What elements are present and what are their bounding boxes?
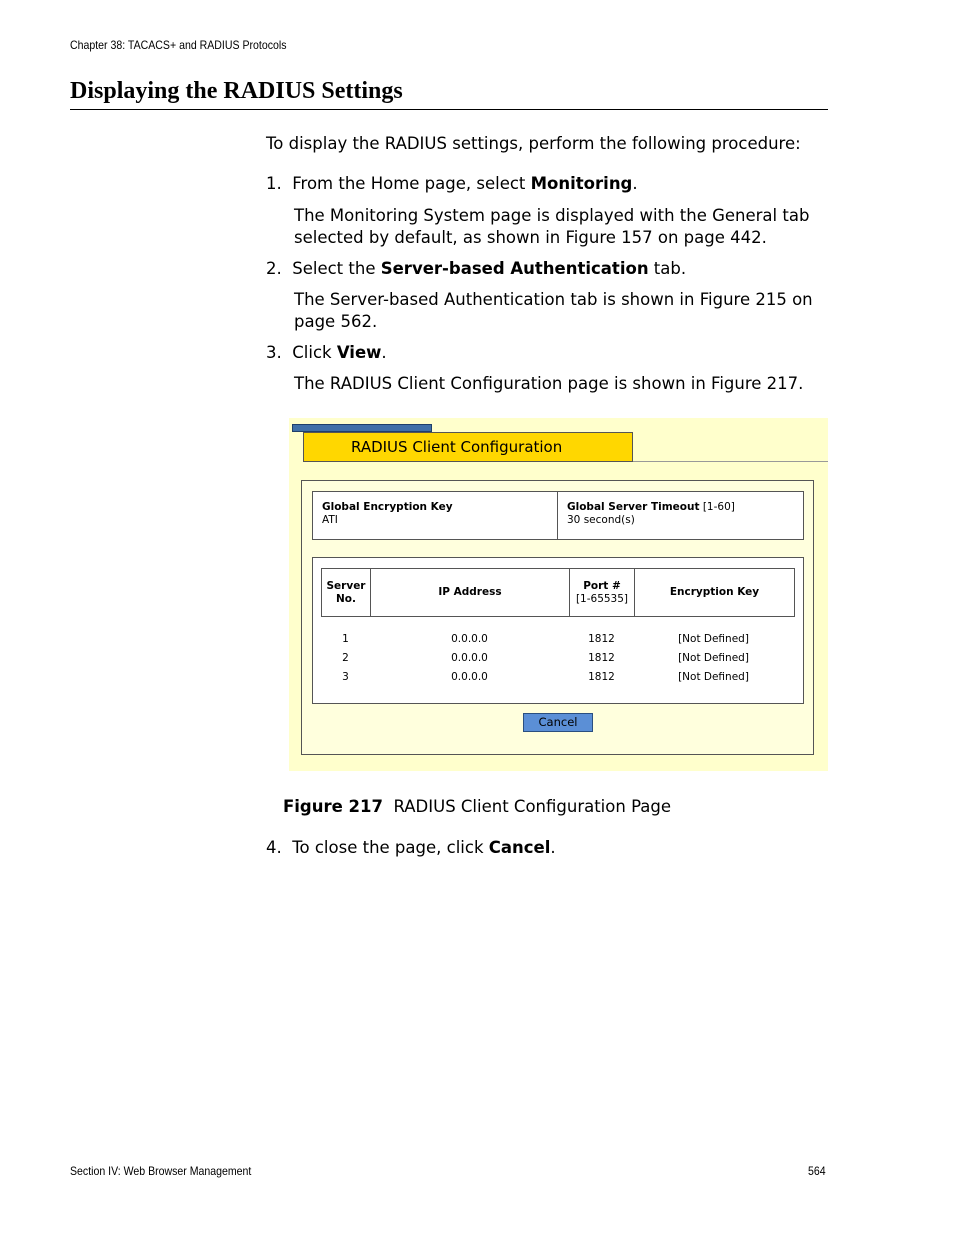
caption-text: RADIUS Client Configuration Page (382, 797, 672, 816)
step-text: To close the page, click (292, 838, 489, 857)
global-timeout-cell (558, 492, 803, 539)
table-header (321, 568, 795, 617)
global-timeout-range: [1-60] (699, 501, 735, 513)
step-2-note (294, 289, 813, 332)
global-timeout-label: Global Server Timeout (567, 501, 700, 513)
page-title: Displaying the RADIUS Settings (70, 78, 403, 104)
step-text-end: . (381, 343, 387, 362)
cell-ip: 0.0.0.0 (451, 652, 488, 664)
cell-server-no: 1 (342, 633, 349, 645)
step-text: Click (292, 343, 337, 362)
col-ip-address (371, 569, 570, 616)
step-2 (266, 258, 686, 280)
window-tab-strip (292, 424, 432, 432)
note-line: The Monitoring System page is displayed with the General tab (294, 206, 810, 225)
step-text: Select the (292, 259, 381, 278)
cell-key: [Not Defined] (678, 652, 749, 664)
title-rule (70, 109, 828, 110)
cell-key: [Not Defined] (678, 671, 749, 683)
col-port-line2: [1-65535] (575, 592, 629, 605)
cell-port: 1812 (588, 671, 615, 683)
step-number: 2. (266, 259, 282, 278)
step-text-end: tab. (648, 259, 687, 278)
step-bold: View (336, 343, 382, 362)
step-number: 1. (266, 174, 282, 193)
step-bold: Monitoring (530, 174, 633, 193)
cell-server-no: 3 (342, 671, 349, 683)
col-ip-label: IP Address (438, 586, 502, 598)
step-3 (266, 342, 387, 364)
cell-server-no: 2 (342, 652, 349, 664)
step-1 (266, 173, 638, 195)
step-number: 3. (266, 343, 282, 362)
step-bold: Cancel (488, 838, 551, 857)
cell-key: [Not Defined] (678, 633, 749, 645)
global-settings-box (312, 491, 804, 540)
note-line: selected by default, as shown in Figure 157 on page 442. (294, 227, 767, 247)
note-line: The RADIUS Client Configuration page is shown in Figure 217. (294, 374, 804, 393)
step-text-end: . (632, 174, 638, 193)
cell-port: 1812 (588, 652, 615, 664)
global-key-cell (313, 492, 558, 539)
col-key-label: Encryption Key (669, 586, 760, 598)
running-head: Chapter 38: TACACS+ and RADIUS Protocols (70, 38, 287, 52)
note-line: The Server-based Authentication tab is shown in Figure 215 on (294, 290, 813, 309)
step-1-note (294, 205, 809, 248)
step-3-note (294, 373, 803, 395)
note-line: page 562. (294, 311, 378, 331)
col-server-no (322, 569, 371, 616)
cell-ip: 0.0.0.0 (451, 671, 488, 683)
page-number: 564 (808, 1164, 826, 1178)
caption-label: Figure 217 (282, 797, 383, 816)
global-key-label: Global Encryption Key (322, 501, 453, 513)
step-bold: Server-based Authentication (380, 259, 649, 278)
footer-section: Section IV: Web Browser Management (70, 1164, 252, 1178)
server-table-box (312, 557, 804, 704)
title-divider (633, 461, 828, 462)
cancel-button[interactable]: Cancel (523, 713, 593, 732)
global-key-value: ATI (322, 514, 338, 526)
step-text-end: . (550, 838, 556, 857)
global-timeout-value: 30 second(s) (567, 514, 635, 526)
col-port-line1: Port # (583, 579, 621, 592)
figure-caption (0, 797, 954, 816)
step-4 (266, 837, 556, 859)
col-server-no-line2: No. (335, 592, 356, 605)
col-port (570, 569, 635, 616)
cell-port: 1812 (588, 633, 615, 645)
intro-text: To display the RADIUS settings, perform the following procedure: (266, 134, 801, 153)
window-title-tab: RADIUS Client Configuration (303, 432, 633, 462)
col-server-no-line1: Server (326, 579, 366, 592)
step-text: From the Home page, select (292, 174, 531, 193)
col-encryption-key (635, 569, 794, 616)
step-number: 4. (266, 838, 282, 857)
cell-ip: 0.0.0.0 (451, 633, 488, 645)
